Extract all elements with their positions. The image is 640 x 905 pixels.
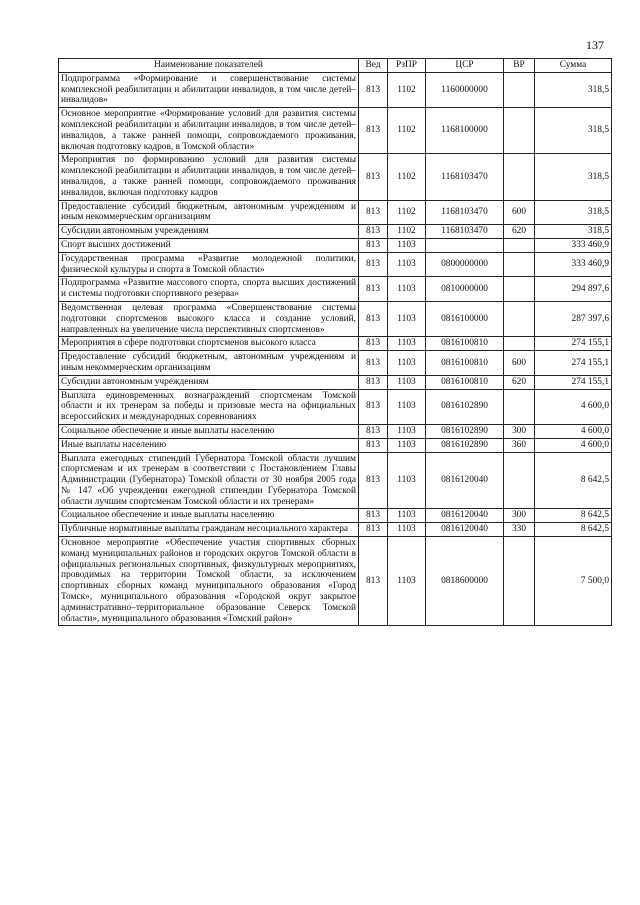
cell-name: Мероприятия в сфере подготовки спортсменов высокого класса [59, 337, 359, 351]
cell-ved: 813 [359, 375, 388, 389]
cell-rzpr: 1103 [388, 238, 426, 252]
table-row [59, 337, 612, 351]
cell-name: Субсидии автономным учреждениям [59, 375, 359, 389]
cell-rzpr: 1103 [388, 375, 426, 389]
table-row [59, 389, 612, 424]
cell-name: Предоставление субсидий бюджетным, автономным учреждениям и иным некоммерческим организациям [59, 200, 359, 225]
cell-sum: 274 155,1 [535, 375, 612, 389]
cell-ved: 813 [359, 252, 388, 277]
cell-sum: 8 642,5 [535, 452, 612, 509]
cell-rzpr: 1102 [388, 108, 426, 154]
table-row [59, 108, 612, 154]
cell-sum: 318,5 [535, 154, 612, 200]
cell-vr [504, 452, 535, 509]
header-vr: ВР [504, 59, 535, 73]
cell-rzpr: 1103 [388, 301, 426, 336]
cell-ved: 813 [359, 301, 388, 336]
cell-rzpr: 1103 [388, 452, 426, 509]
table-row [59, 301, 612, 336]
table-row [59, 200, 612, 225]
cell-vr: 300 [504, 509, 535, 523]
table-row [59, 523, 612, 537]
cell-ved: 813 [359, 424, 388, 438]
cell-vr [504, 108, 535, 154]
page-number: 137 [586, 38, 604, 52]
cell-sum: 274 155,1 [535, 351, 612, 376]
cell-csr: 0800000000 [426, 252, 504, 277]
table-row [59, 375, 612, 389]
cell-name: Основное мероприятие «Обеспечение участия спортивных сборных команд муниципальных районов и городских округов Томской области в официальных региональных спортивных, физкультурных мероприятиях, проводимых на территории Томской области, за исключением спортивных сборных команд муниципального образования «Город Томск», муниципального образования «Городской округ закрытое административно–территориальное образование Северск Томской области», муниципального образования «Томский район» [59, 537, 359, 626]
cell-sum: 333 460,9 [535, 238, 612, 252]
header-name: Наименование показателей [59, 59, 359, 73]
cell-csr: 0816120040 [426, 523, 504, 537]
cell-rzpr: 1103 [388, 252, 426, 277]
cell-vr: 300 [504, 424, 535, 438]
cell-sum: 7 500,0 [535, 537, 612, 626]
cell-vr [504, 154, 535, 200]
cell-ved: 813 [359, 523, 388, 537]
cell-name: Выплата единовременных вознаграждений спортсменам Томской области и их тренерам за победы и призовые места на официальных всероссийских и международных соревнованиях [59, 389, 359, 424]
cell-vr [504, 389, 535, 424]
cell-sum: 4 600,0 [535, 424, 612, 438]
cell-ved: 813 [359, 438, 388, 452]
table-row [59, 72, 612, 107]
cell-name: Социальное обеспечение и иные выплаты населению [59, 424, 359, 438]
cell-csr: 0816102890 [426, 438, 504, 452]
cell-ved: 813 [359, 337, 388, 351]
cell-vr: 330 [504, 523, 535, 537]
cell-name: Выплата ежегодных стипендий Губернатора Томской области лучшим спортсменам и их тренерам в соответствии с Постановлением Главы Администрации (Губернатора) Томской области от 30 ноября 2005 года № 147 «Об учреждении ежегодной стипендии Губернатора Томской области лучшим спортсменам Томской области и их тренерам» [59, 452, 359, 509]
cell-vr: 360 [504, 438, 535, 452]
budget-table [58, 58, 612, 626]
cell-rzpr: 1102 [388, 72, 426, 107]
cell-csr: 0816100810 [426, 337, 504, 351]
cell-ved: 813 [359, 277, 388, 302]
cell-csr: 0816120040 [426, 509, 504, 523]
cell-sum: 8 642,5 [535, 509, 612, 523]
cell-vr: 600 [504, 351, 535, 376]
cell-ved: 813 [359, 238, 388, 252]
cell-vr [504, 72, 535, 107]
cell-name: Субсидии автономным учреждениям [59, 225, 359, 239]
table-row [59, 438, 612, 452]
cell-vr [504, 252, 535, 277]
cell-rzpr: 1103 [388, 424, 426, 438]
cell-csr: 0810000000 [426, 277, 504, 302]
cell-ved: 813 [359, 351, 388, 376]
cell-name: Предоставление субсидий бюджетным, автономным учреждениям и иным некоммерческим организациям [59, 351, 359, 376]
cell-rzpr: 1103 [388, 389, 426, 424]
cell-vr [504, 301, 535, 336]
cell-vr: 600 [504, 200, 535, 225]
table-row [59, 252, 612, 277]
cell-vr: 620 [504, 375, 535, 389]
cell-sum: 8 642,5 [535, 523, 612, 537]
cell-ved: 813 [359, 452, 388, 509]
cell-sum: 4 600,0 [535, 438, 612, 452]
table-row [59, 424, 612, 438]
cell-csr: 0816100810 [426, 351, 504, 376]
cell-sum: 318,5 [535, 72, 612, 107]
cell-sum: 318,5 [535, 225, 612, 239]
table-row [59, 537, 612, 626]
table-header-row [59, 59, 612, 73]
header-csr: ЦСР [426, 59, 504, 73]
table-row [59, 277, 612, 302]
cell-rzpr: 1103 [388, 537, 426, 626]
cell-name: Социальное обеспечение и иные выплаты населению [59, 509, 359, 523]
cell-name: Спорт высших достижений [59, 238, 359, 252]
cell-ved: 813 [359, 225, 388, 239]
cell-csr: 1168103470 [426, 225, 504, 239]
cell-csr: 0816100810 [426, 375, 504, 389]
cell-sum: 333 460,9 [535, 252, 612, 277]
header-sum: Сумма [535, 59, 612, 73]
cell-name: Ведомственная целевая программа «Совершенствование системы подготовки спортсменов высокого класса и создание условий, направленных на увеличение числа перспективных спортсменов» [59, 301, 359, 336]
table-row [59, 225, 612, 239]
table-row [59, 351, 612, 376]
cell-csr: 1168100000 [426, 108, 504, 154]
cell-rzpr: 1103 [388, 438, 426, 452]
cell-ved: 813 [359, 200, 388, 225]
cell-ved: 813 [359, 509, 388, 523]
cell-vr: 620 [504, 225, 535, 239]
cell-csr: 0816120040 [426, 452, 504, 509]
cell-ved: 813 [359, 389, 388, 424]
cell-rzpr: 1103 [388, 337, 426, 351]
cell-ved: 813 [359, 72, 388, 107]
cell-name: Основное мероприятие «Формирование условий для развития системы комплексной реабилитации и абилитации инвалидов, в том числе детей–инвалидов, а также ранней помощи, сопровождаемого проживания, включая подготовку кадров, в Томской области» [59, 108, 359, 154]
cell-sum: 294 897,6 [535, 277, 612, 302]
header-rzpr: РзПР [388, 59, 426, 73]
cell-rzpr: 1102 [388, 225, 426, 239]
cell-ved: 813 [359, 154, 388, 200]
table-body [59, 72, 612, 626]
cell-name: Публичные нормативные выплаты гражданам несоциального характера [59, 523, 359, 537]
cell-sum: 4 600,0 [535, 389, 612, 424]
cell-csr [426, 238, 504, 252]
cell-name: Подпрограмма «Развитие массового спорта, спорта высших достижений и системы подготовки спортивного резерва» [59, 277, 359, 302]
cell-rzpr: 1103 [388, 277, 426, 302]
cell-vr [504, 337, 535, 351]
cell-vr [504, 537, 535, 626]
cell-rzpr: 1102 [388, 154, 426, 200]
cell-vr [504, 238, 535, 252]
cell-ved: 813 [359, 537, 388, 626]
table-row [59, 509, 612, 523]
cell-rzpr: 1103 [388, 523, 426, 537]
header-ved: Вед [359, 59, 388, 73]
table-row [59, 238, 612, 252]
cell-name: Мероприятия по формированию условий для развития системы комплексной реабилитации и абилитации инвалидов, в том числе детей–инвалидов, а также ранней помощи, сопровождаемого проживания инвалидов, включая подготовку кадров [59, 154, 359, 200]
cell-rzpr: 1103 [388, 509, 426, 523]
cell-sum: 318,5 [535, 108, 612, 154]
cell-name: Государственная программа «Развитие молодежной политики, физической культуры и спорта в Томской области» [59, 252, 359, 277]
cell-csr: 1160000000 [426, 72, 504, 107]
cell-name: Иные выплаты населению [59, 438, 359, 452]
cell-sum: 287 397,6 [535, 301, 612, 336]
table-row [59, 154, 612, 200]
cell-csr: 0818600000 [426, 537, 504, 626]
cell-csr: 1168103470 [426, 154, 504, 200]
cell-rzpr: 1102 [388, 200, 426, 225]
cell-ved: 813 [359, 108, 388, 154]
cell-rzpr: 1103 [388, 351, 426, 376]
cell-name: Подпрограмма «Формирование и совершенствование системы комплексной реабилитации и абилитации инвалидов, в том числе детей–инвалидов» [59, 72, 359, 107]
cell-csr: 0816102890 [426, 424, 504, 438]
cell-sum: 274 155,1 [535, 337, 612, 351]
cell-vr [504, 277, 535, 302]
cell-csr: 0816100000 [426, 301, 504, 336]
cell-sum: 318,5 [535, 200, 612, 225]
cell-csr: 1168103470 [426, 200, 504, 225]
cell-csr: 0816102890 [426, 389, 504, 424]
table-row [59, 452, 612, 509]
